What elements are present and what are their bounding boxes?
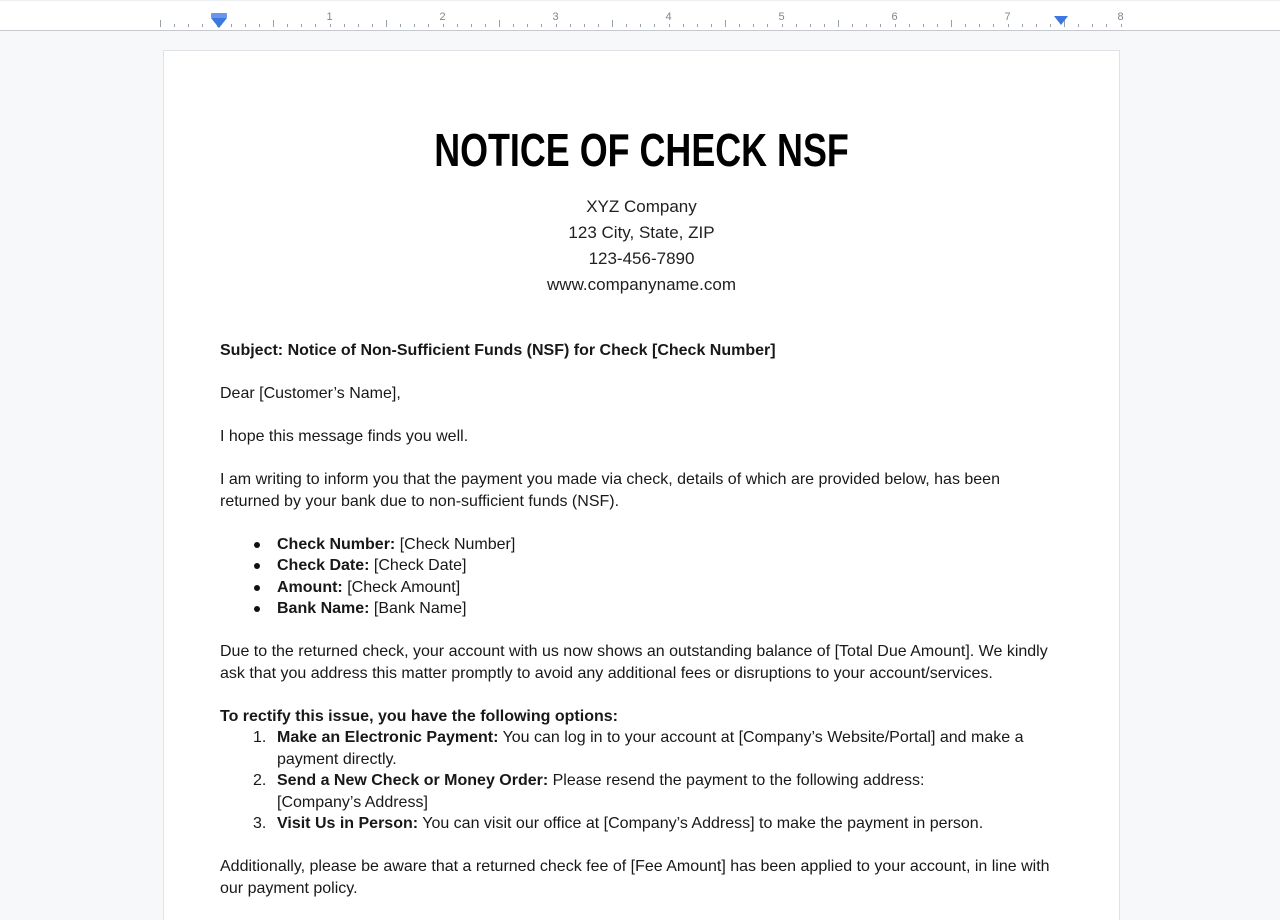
options-heading[interactable]: To rectify this issue, you have the following options: [220, 707, 618, 725]
fee-paragraph[interactable]: Additionally, please be aware that a returned check fee of [Fee Amount] has been applied to your account, in line with our payment policy. [220, 858, 1050, 897]
ruler-tick [1121, 24, 1122, 27]
ruler-tick [937, 24, 938, 27]
ruler-tick [541, 24, 542, 27]
ruler-tick [513, 24, 514, 27]
ruler-tick [810, 24, 811, 27]
ruler-tick [782, 24, 783, 27]
ruler-tick [174, 24, 175, 27]
ruler-tick [259, 24, 260, 27]
ruler-tick [499, 20, 500, 27]
ruler-tick [880, 24, 881, 27]
ruler-tick [245, 24, 246, 27]
ruler-tick [965, 24, 966, 27]
page-title[interactable]: NOTICE OF CHECK NSF [434, 124, 849, 176]
ruler-tick [697, 24, 698, 27]
option-label[interactable]: Send a New Check or Money Order: [277, 772, 549, 789]
detail-value[interactable]: [Check Amount] [342, 578, 461, 596]
detail-label[interactable]: Check Date: [277, 557, 370, 574]
ruler-tick [386, 20, 387, 27]
option-item[interactable] [220, 727, 1063, 770]
ruler-tick [358, 24, 359, 27]
ruler-tick [654, 24, 655, 27]
detail-value[interactable]: [Check Number] [395, 535, 516, 553]
ruler-tick [1078, 24, 1079, 27]
ruler-tick [1106, 24, 1107, 27]
option-text[interactable]: Please resend the payment to the following address: [548, 772, 925, 789]
ruler-number: 7 [1004, 11, 1011, 23]
company-website[interactable]: www.companyname.com [547, 275, 736, 294]
subject-line[interactable]: Subject: Notice of Non-Sufficient Funds (NSF) for Check [Check Number] [220, 342, 776, 359]
ruler-number: 6 [891, 11, 898, 23]
ruler-tick [753, 24, 754, 27]
right-indent-triangle-icon[interactable] [1054, 16, 1068, 25]
ruler-tick [683, 24, 684, 27]
left-indent-triangle-icon[interactable] [211, 18, 227, 28]
check-detail-item[interactable] [220, 534, 1063, 556]
ruler[interactable] [0, 0, 1280, 31]
ruler-tick [556, 24, 557, 27]
greeting-paragraph[interactable]: I hope this message finds you well. [220, 428, 469, 445]
ruler-tick [231, 24, 232, 27]
ruler-tick [626, 24, 627, 27]
option-text[interactable]: You can visit our office at [Company’s Address] to make the payment in person. [418, 815, 984, 832]
ruler-tick [527, 24, 528, 27]
company-address[interactable]: 123 City, State, ZIP [568, 223, 715, 242]
page-content[interactable] [164, 51, 1119, 899]
ruler-tick [471, 24, 472, 27]
ruler-tick [485, 24, 486, 27]
ruler-tick [344, 24, 345, 27]
option-item[interactable] [220, 770, 1063, 813]
detail-label[interactable]: Bank Name: [277, 600, 370, 617]
ruler-tick [612, 20, 613, 27]
ruler-tick [838, 20, 839, 27]
ruler-tick [993, 24, 994, 27]
ruler-tick [301, 24, 302, 27]
company-block[interactable] [220, 194, 1063, 298]
ruler-tick [640, 24, 641, 27]
document-page[interactable] [163, 50, 1120, 920]
ruler-tick [923, 24, 924, 27]
ruler-tick [767, 24, 768, 27]
option-address-line[interactable]: [Company’s Address] [277, 793, 428, 811]
ruler-tick [824, 24, 825, 27]
ruler-tick [866, 24, 867, 27]
detail-label[interactable]: Amount: [277, 578, 343, 596]
ruler-tick [1008, 24, 1009, 27]
option-item[interactable] [220, 813, 1063, 835]
check-detail-item[interactable] [220, 598, 1063, 620]
salutation[interactable]: Dear [Customer’s Name], [220, 385, 401, 402]
ruler-tick [202, 24, 203, 27]
ruler-tick [796, 24, 797, 27]
ruler-tick [895, 24, 896, 27]
ruler-number: 8 [1117, 11, 1124, 23]
ruler-tick [273, 20, 274, 27]
ruler-tick [979, 24, 980, 27]
ruler-tick [315, 24, 316, 27]
detail-label[interactable]: Check Number: [277, 535, 396, 553]
ruler-tick [400, 24, 401, 27]
ruler-tick [951, 20, 952, 27]
ruler-number: 3 [552, 11, 559, 23]
ruler-tick [852, 24, 853, 27]
option-label[interactable]: Visit Us in Person: [277, 815, 419, 832]
document-canvas [0, 32, 1280, 920]
ruler-number: 2 [439, 11, 446, 23]
ruler-tick [287, 24, 288, 27]
ruler-tick [1022, 24, 1023, 27]
options-list[interactable] [220, 727, 1063, 835]
check-detail-item[interactable] [220, 555, 1063, 577]
ruler-tick [584, 24, 585, 27]
ruler-tick [1092, 24, 1093, 27]
ruler-tick [909, 24, 910, 27]
intro-paragraph[interactable]: I am writing to inform you that the payment you made via check, details of which are provided below, has been returned by your bank due to non-sufficient funds (NSF). [220, 471, 1000, 510]
ruler-tick [598, 24, 599, 27]
ruler-tick [188, 24, 189, 27]
ruler-tick [570, 24, 571, 27]
balance-paragraph[interactable]: Due to the returned check, your account with us now shows an outstanding balance of [Total Due Amount]. We kindly ask that you address this matter promptly to avoid any additional fees or disruptions to your account/services. [220, 643, 1048, 682]
ruler-tick [160, 20, 161, 27]
ruler-number: 4 [665, 11, 672, 23]
ruler-tick [725, 20, 726, 27]
check-details-list[interactable] [220, 534, 1063, 620]
ruler-tick [1036, 24, 1037, 27]
ruler-tick [428, 24, 429, 27]
ruler-number: 1 [326, 11, 333, 23]
company-name[interactable]: XYZ Company [586, 197, 697, 216]
ruler-tick [669, 24, 670, 27]
detail-value[interactable]: [Check Date] [369, 557, 467, 574]
ruler-tick [711, 24, 712, 27]
ruler-tick [330, 24, 331, 27]
detail-value[interactable]: [Bank Name] [369, 600, 467, 617]
option-label[interactable]: Make an Electronic Payment: [277, 729, 499, 746]
ruler-tick [1050, 24, 1051, 27]
check-detail-item[interactable] [220, 577, 1063, 599]
ruler-tick [739, 24, 740, 27]
ruler-tick [443, 24, 444, 27]
ruler-tick [414, 24, 415, 27]
option-text[interactable]: You can log in to your account at [Company’s Website/Portal] and make a payment directly. [277, 729, 1024, 768]
ruler-tick [457, 24, 458, 27]
ruler-tick [372, 24, 373, 27]
ruler-number: 5 [778, 11, 785, 23]
company-phone[interactable]: 123-456-7890 [588, 249, 695, 268]
